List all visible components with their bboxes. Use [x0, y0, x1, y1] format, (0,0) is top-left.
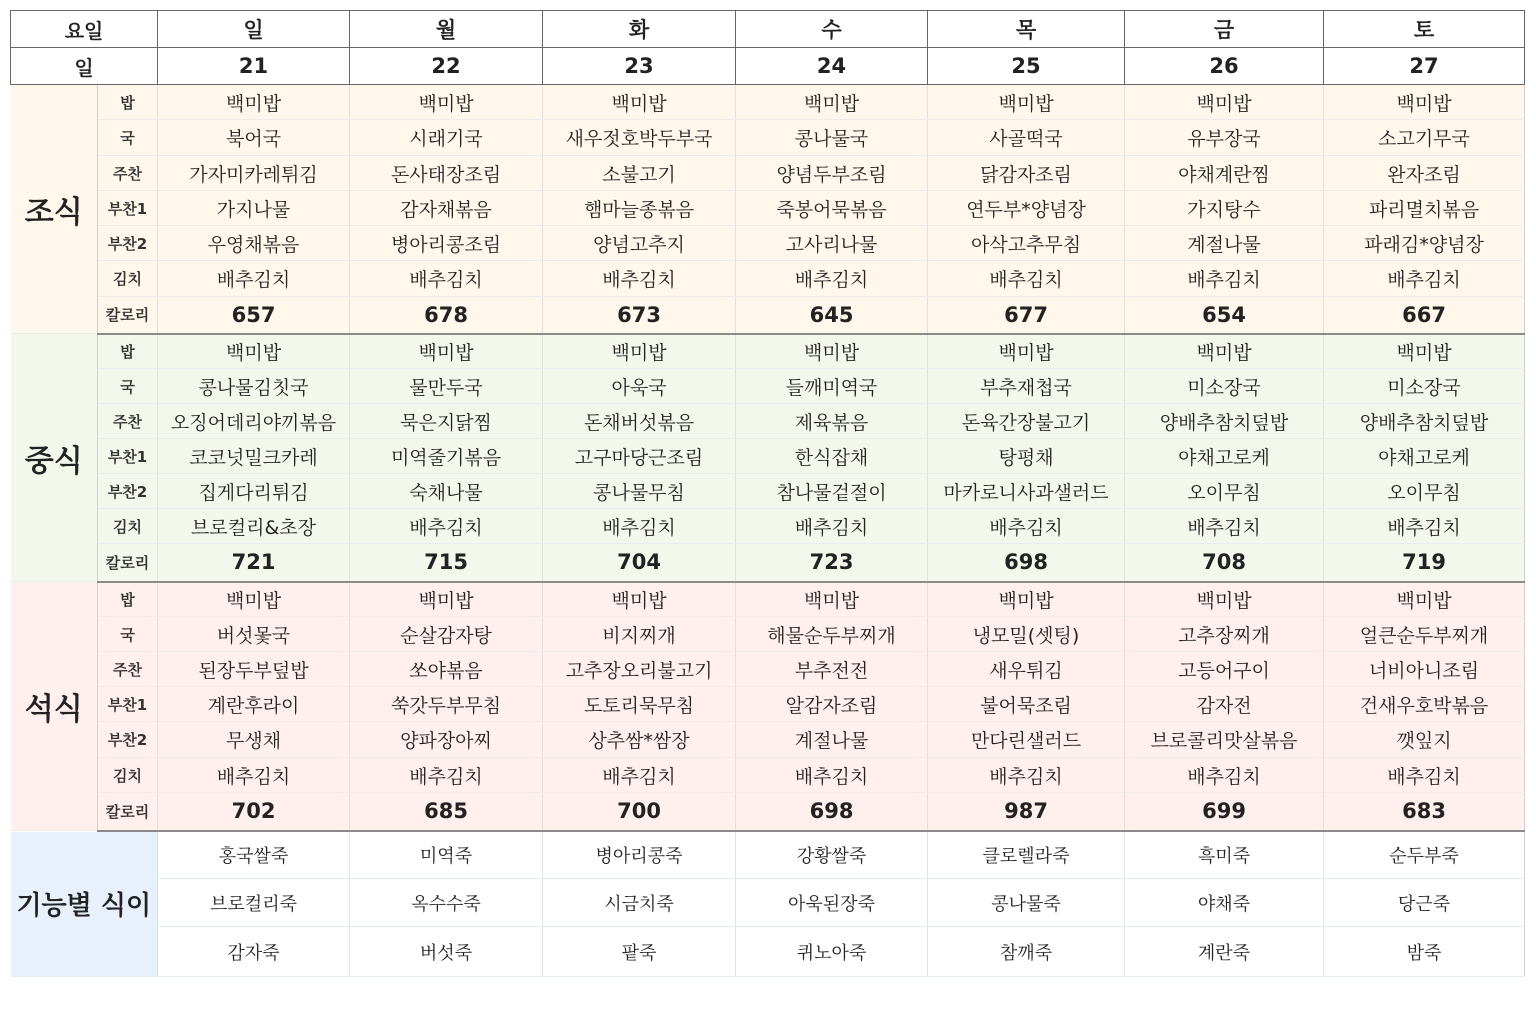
menu-item-cell: 돈육간장불고기	[928, 404, 1125, 439]
breakfast-row	[11, 297, 1525, 334]
calorie-cell: 699	[1125, 793, 1324, 831]
porridge-cell: 브로컬리죽	[158, 879, 350, 927]
weekday-cell: 토	[1324, 11, 1525, 48]
porridge-cell: 계란죽	[1125, 927, 1324, 977]
course-label: 주찬	[98, 156, 158, 191]
menu-item-cell: 비지찌개	[543, 617, 736, 652]
lunch-row	[11, 544, 1525, 582]
porridge-cell: 팥죽	[543, 927, 736, 977]
menu-item-cell: 배추김치	[736, 509, 928, 544]
date-label: 일	[11, 48, 158, 85]
calorie-cell: 698	[736, 793, 928, 831]
menu-item-cell: 양념두부조림	[736, 156, 928, 191]
menu-item-cell: 백미밥	[736, 582, 928, 617]
menu-item-cell: 묵은지닭찜	[350, 404, 543, 439]
menu-item-cell: 배추김치	[350, 261, 543, 297]
lunch-row	[11, 509, 1525, 544]
porridge-cell: 감자죽	[158, 927, 350, 977]
menu-item-cell: 야채계란찜	[1125, 156, 1324, 191]
menu-item-cell: 배추김치	[1324, 758, 1525, 793]
menu-item-cell: 백미밥	[1125, 85, 1324, 120]
menu-item-cell: 고등어구이	[1125, 652, 1324, 687]
menu-item-cell: 가지나물	[158, 191, 350, 226]
dinner-row	[11, 793, 1525, 831]
menu-item-cell: 순살감자탕	[350, 617, 543, 652]
menu-item-cell: 쏘야볶음	[350, 652, 543, 687]
date-cell: 27	[1324, 48, 1525, 85]
menu-item-cell: 마카로니사과샐러드	[928, 474, 1125, 509]
menu-item-cell: 백미밥	[1324, 582, 1525, 617]
menu-item-cell: 소불고기	[543, 156, 736, 191]
menu-item-cell: 콩나물국	[736, 120, 928, 156]
menu-item-cell: 미소장국	[1125, 369, 1324, 404]
menu-item-cell: 배추김치	[1324, 509, 1525, 544]
calorie-cell: 721	[158, 544, 350, 582]
calorie-cell: 677	[928, 297, 1125, 334]
calorie-cell: 704	[543, 544, 736, 582]
course-label: 김치	[98, 261, 158, 297]
course-label: 국	[98, 120, 158, 156]
menu-item-cell: 새우젓호박두부국	[543, 120, 736, 156]
menu-item-cell: 한식잡채	[736, 439, 928, 474]
course-label: 부찬2	[98, 226, 158, 261]
calorie-cell: 678	[350, 297, 543, 334]
course-label: 부찬2	[98, 474, 158, 509]
menu-item-cell: 사골떡국	[928, 120, 1125, 156]
menu-item-cell: 양배추참치덮밥	[1125, 404, 1324, 439]
menu-item-cell: 불어묵조림	[928, 687, 1125, 722]
calorie-cell: 657	[158, 297, 350, 334]
menu-item-cell: 배추김치	[928, 509, 1125, 544]
course-label: 밥	[98, 582, 158, 617]
date-cell: 25	[928, 48, 1125, 85]
porridge-cell: 흑미죽	[1125, 831, 1324, 879]
menu-item-cell: 부추재첩국	[928, 369, 1125, 404]
menu-item-cell: 아삭고추무침	[928, 226, 1125, 261]
menu-item-cell: 배추김치	[543, 509, 736, 544]
calorie-cell: 702	[158, 793, 350, 831]
menu-item-cell: 무생채	[158, 722, 350, 758]
calorie-cell: 715	[350, 544, 543, 582]
menu-item-cell: 백미밥	[1125, 334, 1324, 369]
porridge-cell: 시금치죽	[543, 879, 736, 927]
menu-item-cell: 양배추참치덮밥	[1324, 404, 1525, 439]
menu-item-cell: 얼큰순두부찌개	[1324, 617, 1525, 652]
functional-diet-row	[11, 879, 1525, 927]
menu-item-cell: 오징어데리야끼볶음	[158, 404, 350, 439]
menu-item-cell: 백미밥	[928, 582, 1125, 617]
course-label: 밥	[98, 334, 158, 369]
breakfast-section-label: 조식	[11, 85, 98, 334]
breakfast-row	[11, 261, 1525, 297]
course-label: 부찬2	[98, 722, 158, 758]
menu-item-cell: 연두부*양념장	[928, 191, 1125, 226]
course-label: 부찬1	[98, 687, 158, 722]
menu-item-cell: 돈채버섯볶음	[543, 404, 736, 439]
menu-item-cell: 배추김치	[158, 261, 350, 297]
menu-item-cell: 배추김치	[1125, 261, 1324, 297]
menu-item-cell: 백미밥	[350, 582, 543, 617]
weekday-label: 요일	[11, 11, 158, 48]
date-cell: 21	[158, 48, 350, 85]
porridge-cell: 밤죽	[1324, 927, 1525, 977]
weekday-header-row	[11, 11, 1525, 48]
menu-item-cell: 브로콜리맛살볶음	[1125, 722, 1324, 758]
menu-item-cell: 북어국	[158, 120, 350, 156]
weekday-cell: 목	[928, 11, 1125, 48]
calorie-cell: 645	[736, 297, 928, 334]
breakfast-row	[11, 85, 1525, 120]
course-label: 칼로리	[98, 297, 158, 334]
menu-item-cell: 감자전	[1125, 687, 1324, 722]
menu-item-cell: 배추김치	[543, 758, 736, 793]
date-cell: 22	[350, 48, 543, 85]
weekly-menu-table	[10, 10, 1525, 977]
calorie-cell: 673	[543, 297, 736, 334]
menu-item-cell: 깻잎지	[1324, 722, 1525, 758]
menu-item-cell: 제육볶음	[736, 404, 928, 439]
porridge-cell: 클로렐라죽	[928, 831, 1125, 879]
menu-item-cell: 양념고추지	[543, 226, 736, 261]
course-label: 칼로리	[98, 544, 158, 582]
menu-item-cell: 미역줄기볶음	[350, 439, 543, 474]
menu-item-cell: 백미밥	[543, 85, 736, 120]
menu-item-cell: 백미밥	[736, 85, 928, 120]
menu-item-cell: 고구마당근조림	[543, 439, 736, 474]
menu-item-cell: 백미밥	[1324, 85, 1525, 120]
dinner-row	[11, 758, 1525, 793]
menu-item-cell: 숙채나물	[350, 474, 543, 509]
menu-item-cell: 계절나물	[736, 722, 928, 758]
lunch-row	[11, 404, 1525, 439]
course-label: 칼로리	[98, 793, 158, 831]
menu-item-cell: 집게다리튀김	[158, 474, 350, 509]
menu-item-cell: 가지탕수	[1125, 191, 1324, 226]
calorie-cell: 685	[350, 793, 543, 831]
menu-item-cell: 배추김치	[543, 261, 736, 297]
menu-item-cell: 배추김치	[736, 261, 928, 297]
menu-item-cell: 배추김치	[928, 261, 1125, 297]
menu-item-cell: 콩나물무침	[543, 474, 736, 509]
menu-table-container	[10, 10, 1524, 977]
porridge-cell: 강황쌀죽	[736, 831, 928, 879]
porridge-cell: 참깨죽	[928, 927, 1125, 977]
date-header-row	[11, 48, 1525, 85]
menu-item-cell: 도토리묵무침	[543, 687, 736, 722]
menu-item-cell: 백미밥	[350, 85, 543, 120]
porridge-cell: 버섯죽	[350, 927, 543, 977]
porridge-cell: 순두부죽	[1324, 831, 1525, 879]
lunch-row	[11, 474, 1525, 509]
menu-item-cell: 배추김치	[736, 758, 928, 793]
menu-item-cell: 백미밥	[543, 582, 736, 617]
functional-diet-row	[11, 927, 1525, 977]
date-cell: 26	[1125, 48, 1324, 85]
dinner-row	[11, 582, 1525, 617]
calorie-cell: 700	[543, 793, 736, 831]
weekday-cell: 수	[736, 11, 928, 48]
menu-item-cell: 만다린샐러드	[928, 722, 1125, 758]
course-label: 주찬	[98, 652, 158, 687]
calorie-cell: 719	[1324, 544, 1525, 582]
weekday-cell: 화	[543, 11, 736, 48]
menu-item-cell: 백미밥	[158, 582, 350, 617]
menu-item-cell: 야채고로케	[1125, 439, 1324, 474]
menu-item-cell: 백미밥	[928, 85, 1125, 120]
course-label: 김치	[98, 758, 158, 793]
dinner-row	[11, 722, 1525, 758]
porridge-cell: 야채죽	[1125, 879, 1324, 927]
calorie-cell: 698	[928, 544, 1125, 582]
menu-item-cell: 죽봉어묵볶음	[736, 191, 928, 226]
menu-item-cell: 새우튀김	[928, 652, 1125, 687]
menu-item-cell: 버섯몿국	[158, 617, 350, 652]
calorie-cell: 654	[1125, 297, 1324, 334]
menu-item-cell: 탕평채	[928, 439, 1125, 474]
menu-item-cell: 시래기국	[350, 120, 543, 156]
lunch-section-label: 중식	[11, 334, 98, 582]
calorie-cell: 987	[928, 793, 1125, 831]
menu-item-cell: 건새우호박볶음	[1324, 687, 1525, 722]
menu-item-cell: 백미밥	[1125, 582, 1324, 617]
menu-item-cell: 백미밥	[1324, 334, 1525, 369]
menu-item-cell: 아욱국	[543, 369, 736, 404]
calorie-cell: 708	[1125, 544, 1324, 582]
menu-item-cell: 고추장찌개	[1125, 617, 1324, 652]
breakfast-row	[11, 120, 1525, 156]
menu-item-cell: 파래김*양념장	[1324, 226, 1525, 261]
porridge-cell: 당근죽	[1324, 879, 1525, 927]
menu-item-cell: 콩나물김칫국	[158, 369, 350, 404]
menu-item-cell: 돈사태장조림	[350, 156, 543, 191]
menu-item-cell: 들깨미역국	[736, 369, 928, 404]
menu-item-cell: 배추김치	[1125, 509, 1324, 544]
course-label: 밥	[98, 85, 158, 120]
menu-item-cell: 브로컬리&초장	[158, 509, 350, 544]
breakfast-row	[11, 191, 1525, 226]
menu-item-cell: 배추김치	[1125, 758, 1324, 793]
menu-item-cell: 백미밥	[543, 334, 736, 369]
menu-item-cell: 백미밥	[158, 85, 350, 120]
menu-item-cell: 햄마늘종볶음	[543, 191, 736, 226]
dinner-row	[11, 652, 1525, 687]
functional-diet-row	[11, 831, 1525, 879]
menu-item-cell: 고사리나물	[736, 226, 928, 261]
weekday-cell: 금	[1125, 11, 1324, 48]
menu-item-cell: 물만두국	[350, 369, 543, 404]
menu-item-cell: 배추김치	[350, 758, 543, 793]
menu-item-cell: 배추김치	[1324, 261, 1525, 297]
porridge-cell: 미역죽	[350, 831, 543, 879]
menu-item-cell: 오이무침	[1125, 474, 1324, 509]
menu-item-cell: 된장두부덮밥	[158, 652, 350, 687]
functional-diet-label: 기능별 식이	[11, 831, 158, 977]
menu-item-cell: 배추김치	[928, 758, 1125, 793]
porridge-cell: 아욱된장죽	[736, 879, 928, 927]
menu-item-cell: 백미밥	[158, 334, 350, 369]
menu-item-cell: 냉모밀(셋팅)	[928, 617, 1125, 652]
menu-item-cell: 우영채볶음	[158, 226, 350, 261]
lunch-row	[11, 439, 1525, 474]
menu-item-cell: 파리멸치볶음	[1324, 191, 1525, 226]
dinner-row	[11, 617, 1525, 652]
menu-item-cell: 야채고로케	[1324, 439, 1525, 474]
menu-item-cell: 참나물겉절이	[736, 474, 928, 509]
porridge-cell: 퀴노아죽	[736, 927, 928, 977]
menu-item-cell: 배추김치	[350, 509, 543, 544]
menu-item-cell: 해물순두부찌개	[736, 617, 928, 652]
menu-item-cell: 고추장오리불고기	[543, 652, 736, 687]
menu-item-cell: 너비아니조림	[1324, 652, 1525, 687]
menu-item-cell: 닭감자조림	[928, 156, 1125, 191]
menu-item-cell: 완자조림	[1324, 156, 1525, 191]
course-label: 부찬1	[98, 191, 158, 226]
menu-item-cell: 부추전전	[736, 652, 928, 687]
course-label: 국	[98, 369, 158, 404]
calorie-cell: 667	[1324, 297, 1525, 334]
menu-item-cell: 가자미카레튀김	[158, 156, 350, 191]
course-label: 김치	[98, 509, 158, 544]
menu-item-cell: 쑥갓두부무침	[350, 687, 543, 722]
menu-item-cell: 코코넛밀크카레	[158, 439, 350, 474]
date-cell: 23	[543, 48, 736, 85]
lunch-row	[11, 334, 1525, 369]
breakfast-row	[11, 156, 1525, 191]
course-label: 주찬	[98, 404, 158, 439]
menu-item-cell: 병아리콩조림	[350, 226, 543, 261]
menu-item-cell: 유부장국	[1125, 120, 1324, 156]
menu-item-cell: 계란후라이	[158, 687, 350, 722]
menu-item-cell: 백미밥	[736, 334, 928, 369]
calorie-cell: 683	[1324, 793, 1525, 831]
course-label: 부찬1	[98, 439, 158, 474]
menu-item-cell: 미소장국	[1324, 369, 1525, 404]
menu-item-cell: 소고기무국	[1324, 120, 1525, 156]
menu-item-cell: 상추쌈*쌈장	[543, 722, 736, 758]
menu-item-cell: 알감자조림	[736, 687, 928, 722]
course-label: 국	[98, 617, 158, 652]
breakfast-row	[11, 226, 1525, 261]
date-cell: 24	[736, 48, 928, 85]
menu-item-cell: 백미밥	[928, 334, 1125, 369]
porridge-cell: 콩나물죽	[928, 879, 1125, 927]
dinner-row	[11, 687, 1525, 722]
menu-item-cell: 오이무침	[1324, 474, 1525, 509]
menu-item-cell: 감자채볶음	[350, 191, 543, 226]
menu-item-cell: 백미밥	[350, 334, 543, 369]
menu-item-cell: 계절나물	[1125, 226, 1324, 261]
porridge-cell: 옥수수죽	[350, 879, 543, 927]
calorie-cell: 723	[736, 544, 928, 582]
porridge-cell: 병아리콩죽	[543, 831, 736, 879]
menu-item-cell: 배추김치	[158, 758, 350, 793]
menu-item-cell: 양파장아찌	[350, 722, 543, 758]
porridge-cell: 홍국쌀죽	[158, 831, 350, 879]
weekday-cell: 월	[350, 11, 543, 48]
dinner-section-label: 석식	[11, 582, 98, 831]
lunch-row	[11, 369, 1525, 404]
weekday-cell: 일	[158, 11, 350, 48]
